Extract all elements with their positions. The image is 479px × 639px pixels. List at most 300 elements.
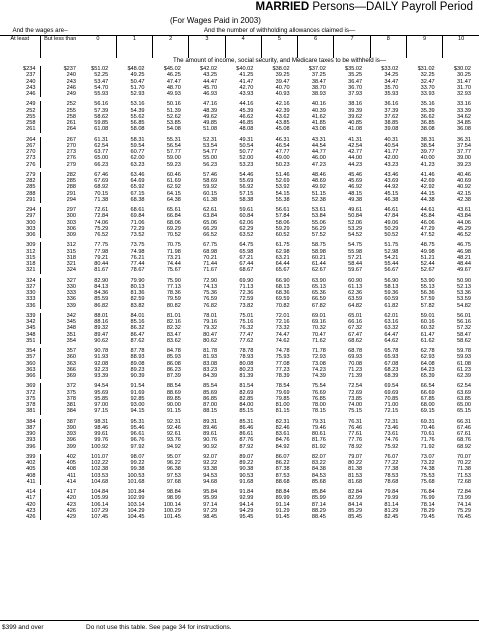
tax-cell: 93.39 <box>94 373 109 379</box>
tax-cell: 81.01 <box>166 312 181 319</box>
tax-cell: 97.00 <box>94 402 109 408</box>
tax-cell: 59.54 <box>130 142 145 149</box>
tax-cell: 39.62 <box>348 113 363 120</box>
tax-cell: 37.54 <box>457 142 471 149</box>
tax-cell: $37.02 <box>308 66 326 72</box>
tax-cell: 95.85 <box>94 395 109 402</box>
tax-cell: 102.99 <box>127 495 145 502</box>
tax-cell: 99.76 <box>94 437 109 444</box>
tax-cell: 85.31 <box>239 418 254 425</box>
tax-cell: 56.90 <box>384 277 399 284</box>
tax-cell: 46.85 <box>239 120 254 126</box>
tax-cell: 59.61 <box>239 207 254 213</box>
tax-cell: 96.61 <box>130 431 145 437</box>
tax-cell: 77.47 <box>239 331 254 338</box>
tax-cell: $42.02 <box>199 66 218 72</box>
tax-cell: 72.90 <box>203 277 218 284</box>
wage-but-less: 345 <box>66 319 77 325</box>
tax-cell: 33.70 <box>420 84 435 91</box>
tax-cell: 99.38 <box>130 466 145 473</box>
allowance-col-7: 7 <box>334 36 370 59</box>
tax-cell: 56.61 <box>275 207 290 213</box>
tax-cell: 88.93 <box>130 354 145 361</box>
wage-at-least: 390 <box>0 431 40 437</box>
tax-cell: 58.31 <box>130 136 145 143</box>
tax-cell: 53.90 <box>420 277 435 284</box>
tax-cell: 94.53 <box>203 472 218 479</box>
tax-cell: 38.70 <box>311 84 326 91</box>
tax-cell: 46.31 <box>275 136 290 143</box>
tax-cell: 71.53 <box>457 472 471 479</box>
tax-cell: 58.08 <box>130 126 145 133</box>
tax-cell: 61.69 <box>166 178 181 184</box>
wage-at-least: 345 <box>0 325 40 331</box>
tax-cell: 55.69 <box>239 178 254 184</box>
tax-cell: 82.46 <box>275 424 290 431</box>
tax-cell: 75.54 <box>311 383 326 390</box>
tax-cell: 80.22 <box>348 460 363 466</box>
tax-cell: 65.13 <box>311 283 326 290</box>
tax-cell: 73.21 <box>166 254 181 261</box>
tax-cell: 66.90 <box>275 277 290 284</box>
tax-cell: 43.08 <box>311 126 326 133</box>
tax-cell: 49.92 <box>311 184 326 191</box>
tax-cell: 67.08 <box>384 360 399 367</box>
tax-cell: 54.70 <box>94 84 109 91</box>
tax-cell: 63.69 <box>457 389 471 396</box>
tax-cell: 95.84 <box>203 489 218 495</box>
tax-cell: 45.69 <box>348 178 363 184</box>
wage-but-less: 321 <box>66 261 77 267</box>
tax-cell: 67.85 <box>420 395 435 402</box>
tax-cell: 70.32 <box>311 325 326 332</box>
tax-cell: 107.45 <box>91 514 109 520</box>
tax-cell: 68.23 <box>384 366 399 373</box>
tax-cell: 65.00 <box>94 155 109 162</box>
tax-cell: 87.00 <box>203 402 218 408</box>
tax-cell: 107.29 <box>91 507 109 514</box>
tax-cell: 48.44 <box>457 261 471 267</box>
tax-cell: 52.06 <box>348 219 363 226</box>
tax-cell: 56.67 <box>384 267 399 274</box>
wage-but-less: 294 <box>66 196 77 203</box>
tax-cell: 70.15 <box>94 190 109 197</box>
tax-cell: 103.53 <box>91 472 109 479</box>
tax-cell: 66.59 <box>311 296 326 303</box>
wage-at-least: 381 <box>0 408 40 414</box>
tax-cell: 104.29 <box>127 507 145 514</box>
tax-cell: 36.16 <box>384 101 399 108</box>
wage-at-least: 363 <box>0 367 40 373</box>
tax-cell: 75.68 <box>420 478 435 485</box>
tax-cell: 42.15 <box>457 190 471 197</box>
tax-cell: 68.13 <box>275 283 290 290</box>
tax-cell: 75.29 <box>94 225 109 232</box>
wage-at-least: 237 <box>0 72 40 78</box>
tax-cell: 70.47 <box>311 331 326 338</box>
tax-cell: 85.54 <box>203 383 218 390</box>
tax-cell: 35.70 <box>384 84 399 91</box>
tax-cell: 36.85 <box>420 120 435 126</box>
tax-cell: 49.31 <box>239 136 254 143</box>
tax-cell: 81.92 <box>311 443 326 450</box>
tax-cell: 78.54 <box>275 383 290 390</box>
tax-cell: 60.59 <box>384 296 399 303</box>
tax-cell: 59.29 <box>275 225 290 232</box>
tax-cell: 53.47 <box>94 78 109 85</box>
tax-cell: 49.67 <box>457 267 471 274</box>
tax-cell: 46.38 <box>384 196 399 203</box>
wage-but-less: 417 <box>66 489 77 495</box>
tax-cell: 99.61 <box>94 431 109 437</box>
tax-cell: 56.23 <box>203 161 218 168</box>
tax-cell: 52.93 <box>130 91 145 97</box>
tax-cell: 68.00 <box>420 402 435 408</box>
tax-cell: 38.08 <box>420 126 435 133</box>
tax-cell: 57.84 <box>275 213 290 220</box>
wage-at-least: 288 <box>0 191 40 197</box>
tax-cell: 43.25 <box>203 72 218 79</box>
tax-cell: 98.84 <box>166 489 181 495</box>
tax-cell: 40.16 <box>311 101 326 108</box>
tax-cell: 95.99 <box>203 495 218 502</box>
tax-cell: 87.78 <box>130 348 145 354</box>
tax-cell: 61.23 <box>457 366 471 373</box>
tax-cell: 75.36 <box>203 290 218 296</box>
tax-cell: 89.08 <box>130 360 145 367</box>
wage-but-less: 360 <box>66 354 77 361</box>
tax-cell: 60.32 <box>420 325 435 332</box>
tax-cell: 92.61 <box>166 431 181 437</box>
wage-at-least: 312 <box>0 249 40 255</box>
wage-at-least: 327 <box>0 284 40 290</box>
tax-cell: 61.75 <box>275 242 290 249</box>
wage-at-least: 366 <box>0 373 40 379</box>
tax-cell: 86.22 <box>275 460 290 466</box>
tax-cell: 41.85 <box>311 120 326 126</box>
tax-cell: 40.85 <box>348 120 363 126</box>
tax-cell: 81.36 <box>130 290 145 296</box>
tax-cell: 38.16 <box>348 101 363 108</box>
tax-cell: 39.39 <box>348 107 363 114</box>
tax-cell: 48.08 <box>239 126 254 133</box>
wage-but-less: 330 <box>66 283 77 290</box>
withholding-table <box>0 27 479 520</box>
tax-cell: 71.62 <box>311 337 326 344</box>
tax-cell: 74.00 <box>348 402 363 408</box>
tax-cell: 74.06 <box>94 219 109 226</box>
tax-cell: 79.90 <box>130 277 145 284</box>
tax-cell: 55.31 <box>166 136 181 143</box>
tax-cell: 92.46 <box>166 424 181 431</box>
tax-cell: 37.39 <box>384 107 399 114</box>
tax-cell: 83.61 <box>275 431 290 437</box>
tax-cell: 43.31 <box>311 136 326 143</box>
allowance-col-0: 0 <box>80 36 116 59</box>
wage-at-least: $234 <box>0 66 40 72</box>
tax-cell: 47.77 <box>275 149 290 155</box>
tax-cell: 34.85 <box>457 120 471 126</box>
wage-but-less: 309 <box>66 232 77 238</box>
tax-cell: 40.93 <box>275 91 290 97</box>
tax-cell: 67.32 <box>348 325 363 332</box>
tax-cell: 44.47 <box>203 78 218 85</box>
tax-cell: 85.69 <box>203 389 218 396</box>
tax-cell: 90.76 <box>203 437 218 444</box>
tax-cell: 61.62 <box>420 337 435 344</box>
wage-but-less: 318 <box>66 254 77 261</box>
tax-cell: 87.92 <box>239 443 254 450</box>
tax-cell: 35.16 <box>420 101 435 108</box>
tax-cell: 71.13 <box>239 283 254 290</box>
tax-cell: 87.53 <box>275 472 290 479</box>
tax-cell: 86.85 <box>203 395 218 402</box>
tax-cell: 38.93 <box>311 91 326 97</box>
tax-cell: 52.69 <box>275 178 290 184</box>
tax-cell: 67.75 <box>203 242 218 249</box>
wage-but-less: 258 <box>66 113 77 120</box>
tax-cell: 70.08 <box>348 360 363 367</box>
tax-cell: 71.44 <box>203 261 218 267</box>
tax-cell: 46.62 <box>239 113 254 120</box>
tax-cell: $35.02 <box>345 66 363 72</box>
wage-but-less: 306 <box>66 225 77 232</box>
tax-cell: 79.59 <box>166 296 181 303</box>
tax-cell: 56.29 <box>311 225 326 232</box>
tax-cell: 46.25 <box>166 72 181 79</box>
tax-cell: 96.76 <box>130 437 145 444</box>
tax-cell: 75.01 <box>239 312 254 319</box>
tax-cell: 82.84 <box>348 489 363 495</box>
tax-cell: 44.16 <box>239 101 254 108</box>
tax-cell: 78.29 <box>420 507 435 514</box>
tax-cell: 57.82 <box>420 302 435 309</box>
tax-cell: 98.31 <box>94 418 109 425</box>
tax-cell: 58.69 <box>203 178 218 184</box>
tax-cell: 59.67 <box>348 267 363 274</box>
tax-cell: 75.29 <box>457 507 471 514</box>
tax-cell: 65.15 <box>457 408 471 415</box>
tax-cell: 98.99 <box>166 495 181 502</box>
wage-but-less: 384 <box>66 408 77 415</box>
tax-cell: 88.54 <box>166 383 181 390</box>
tax-cell: 49.62 <box>203 113 218 120</box>
tax-cell: 64.23 <box>420 366 435 373</box>
tax-cell: 36.08 <box>457 126 471 133</box>
wage-but-less: 366 <box>66 366 77 373</box>
tax-cell: 45.08 <box>275 126 290 133</box>
tax-cell: 59.85 <box>94 120 109 126</box>
tax-cell: 78.14 <box>420 501 435 508</box>
tax-cell: 43.46 <box>384 171 399 178</box>
tax-cell: 90.53 <box>239 472 254 479</box>
tax-cell: 88.68 <box>275 478 290 485</box>
tax-cell: 46.52 <box>457 232 471 238</box>
tax-cell: 72.36 <box>239 290 254 296</box>
tax-cell: 64.69 <box>130 178 145 184</box>
wage-at-least: 339 <box>0 313 40 319</box>
tax-cell: 91.69 <box>130 389 145 396</box>
allowance-col-4: 4 <box>225 36 261 59</box>
tax-cell: 80.08 <box>239 360 254 367</box>
tax-cell: 66.84 <box>166 213 181 220</box>
tax-cell: 70.21 <box>203 254 218 261</box>
tax-cell: 69.16 <box>311 319 326 325</box>
tax-cell: 64.08 <box>420 360 435 367</box>
tax-cell: 64.38 <box>166 196 181 203</box>
tax-cell: 38.47 <box>311 78 326 85</box>
tax-cell: 58.38 <box>239 196 254 203</box>
tax-cell: 32.25 <box>420 72 435 79</box>
tax-cell: 68.98 <box>203 248 218 255</box>
tax-cell: 78.39 <box>275 373 290 379</box>
tax-cell: 72.61 <box>94 207 109 213</box>
wage-but-less: 414 <box>66 478 77 485</box>
tax-cell: 70.82 <box>275 302 290 309</box>
tax-cell: 67.21 <box>239 254 254 261</box>
footer-note: Do not use this table. See page 34 for instructions. <box>86 624 232 631</box>
tax-cell: 71.38 <box>457 466 471 473</box>
tax-cell: 51.15 <box>311 190 326 197</box>
wage-but-less: 429 <box>66 514 77 520</box>
wage-but-less: 411 <box>67 472 77 479</box>
tax-cell: 88.45 <box>311 514 326 520</box>
tax-cell: 69.84 <box>130 213 145 220</box>
tax-cell: 85.93 <box>166 354 181 361</box>
tax-cell: 91.84 <box>239 489 254 495</box>
tax-cell: 93.38 <box>203 466 218 473</box>
tax-cell: 69.29 <box>166 225 181 232</box>
tax-cell: 78.67 <box>130 267 145 274</box>
tax-cell: 43.69 <box>384 178 399 184</box>
tax-cell: 63.77 <box>94 149 109 155</box>
tax-cell: 79.31 <box>311 418 326 425</box>
tax-cell: 62.78 <box>420 348 435 354</box>
tax-cell: 73.46 <box>384 424 399 431</box>
tax-cell: 91.54 <box>130 383 145 390</box>
at-least-header: At least <box>0 36 40 59</box>
tax-cell: 44.38 <box>420 196 435 203</box>
tax-cell: 56.01 <box>457 312 471 319</box>
tax-cell: 54.77 <box>203 149 218 155</box>
tax-cell: 76.45 <box>457 514 471 520</box>
tax-cell: 85.68 <box>311 478 326 485</box>
tax-cell: 76.46 <box>348 424 363 431</box>
tax-cell: 81.76 <box>311 437 326 444</box>
tax-cell: 80.61 <box>311 431 326 437</box>
tax-cell: 58.75 <box>311 242 326 249</box>
tax-cell: 54.75 <box>348 242 363 249</box>
tax-cell: 87.14 <box>311 501 326 508</box>
tax-cell: 80.82 <box>166 302 181 309</box>
wage-at-least: 303 <box>0 226 40 232</box>
tax-cell: 79.84 <box>384 489 399 495</box>
tax-cell: 70.75 <box>166 242 181 249</box>
tax-cell: 67.47 <box>348 331 363 338</box>
tax-cell: $40.02 <box>236 66 254 72</box>
tax-cell: 38.85 <box>384 120 399 126</box>
tax-cell: 60.15 <box>203 190 218 197</box>
wage-at-least: 411 <box>0 479 40 485</box>
tax-cell: 84.38 <box>311 466 326 473</box>
wage-at-least: 333 <box>0 296 40 302</box>
tax-cell: 97.29 <box>203 507 218 514</box>
tax-cell: 40.70 <box>275 84 290 91</box>
tax-cell: 81.67 <box>94 267 109 274</box>
tax-cell: 39.23 <box>457 161 471 168</box>
tax-cell: 75.53 <box>420 472 435 479</box>
tax-cell: 83.22 <box>311 460 326 466</box>
tax-cell: 62.98 <box>275 248 290 255</box>
tax-cell: 89.46 <box>203 424 218 431</box>
wage-but-less: 402 <box>66 453 77 460</box>
tax-cell: 58.62 <box>94 113 109 120</box>
tax-cell: 59.00 <box>166 155 181 162</box>
tax-cell: 59.23 <box>166 161 181 168</box>
tax-cell: 85.15 <box>239 408 254 415</box>
tax-cell: 39.25 <box>275 72 290 79</box>
table-subtitle: (For Wages Paid in 2003) <box>170 16 261 25</box>
tax-cell: 42.00 <box>384 155 399 162</box>
tax-cell: 82.99 <box>348 495 363 502</box>
tax-cell: 63.84 <box>203 213 218 220</box>
wage-at-least: 414 <box>0 489 40 495</box>
tax-cell: $51.02 <box>91 66 109 72</box>
tax-cell: 44.61 <box>420 207 435 213</box>
tax-cell: 105.99 <box>91 495 109 502</box>
tax-cell: 84.14 <box>348 501 363 508</box>
tax-cell: 101.84 <box>127 489 145 495</box>
tax-cell: 74.14 <box>457 501 471 508</box>
wage-but-less: 282 <box>66 171 77 178</box>
wage-at-least: 246 <box>0 91 40 97</box>
tax-cell: 82.69 <box>239 389 254 396</box>
tax-cell: 51.70 <box>130 84 145 91</box>
tax-cell: 62.92 <box>166 184 181 191</box>
tax-cell: 98.07 <box>130 453 145 460</box>
tax-cell: 81.38 <box>348 466 363 473</box>
wage-at-least: 252 <box>0 108 40 114</box>
tax-cell: 68.78 <box>348 348 363 354</box>
allowance-col-9: 9 <box>406 36 442 59</box>
tax-cell: 86.07 <box>275 453 290 460</box>
wage-but-less: 408 <box>66 466 77 473</box>
tax-cell: 70.85 <box>384 395 399 402</box>
tax-cell: 62.67 <box>311 267 326 274</box>
tax-cell: 63.85 <box>457 395 471 402</box>
tax-cell: 91.68 <box>239 478 254 485</box>
tax-cell: 48.21 <box>457 254 471 261</box>
tax-cell: 72.69 <box>348 389 363 396</box>
tax-cell: 65.67 <box>275 267 290 274</box>
tax-cell: 65.78 <box>384 348 399 354</box>
tax-cell: 36.70 <box>348 84 363 91</box>
tax-cell: 46.00 <box>311 155 326 162</box>
tax-cell: 70.07 <box>457 453 471 460</box>
tax-cell: 96.38 <box>166 466 181 473</box>
wage-at-least: 396 <box>0 444 40 450</box>
tax-cell: 89.47 <box>94 331 109 338</box>
tax-cell: 83.47 <box>166 331 181 338</box>
tax-cell: 31.70 <box>457 84 471 91</box>
tax-cell: 63.23 <box>130 161 145 168</box>
tax-cell: 46.75 <box>457 242 471 249</box>
tax-cell: 53.85 <box>166 120 181 126</box>
tax-cell: 78.36 <box>166 290 181 296</box>
wage-but-less: 378 <box>66 395 77 402</box>
tax-cell: 51.75 <box>384 242 399 249</box>
tax-cell: 84.53 <box>311 472 326 479</box>
